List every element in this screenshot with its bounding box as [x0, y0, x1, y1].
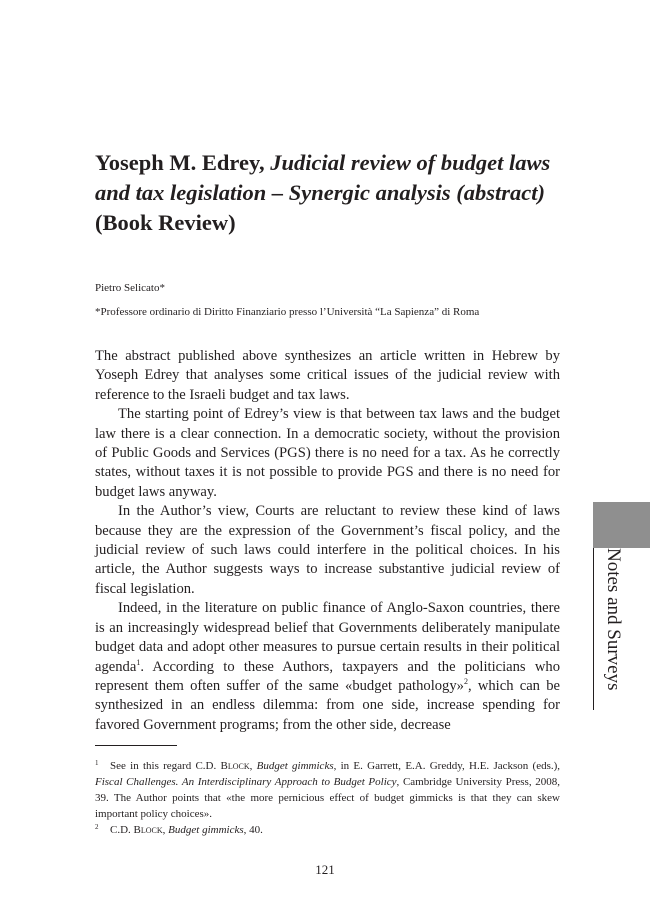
section-tab-marker — [593, 502, 650, 548]
paragraph-4 — [95, 599, 560, 735]
footnote-1-author: Block — [220, 760, 250, 772]
paragraph-2: The starting point of Edrey’s view is that between tax laws and the budget law there is a clear connection. In a democratic society, without the provision of Public Goods and Services (PGS) there is no need for a tax. As he correctly states, without taxes it is not possible to provide PGS and there is no need for budget laws anyway. — [95, 406, 560, 500]
footnote-1-number: 1 — [95, 759, 99, 767]
paragraph-1: The abstract published above synthesizes an article written in Hebrew by Yoseph Edrey that analyses some critical issues of the judicial review with reference to the Israeli budget and tax laws. — [95, 348, 560, 403]
footnote-1-text-b: , — [249, 760, 257, 772]
footnote-divider — [95, 745, 177, 746]
article-body — [95, 347, 560, 735]
paragraph-4-text-b: . According to these Authors, taxpayers and the politicians who represent them often suffer of the same «budget pathology» — [95, 658, 560, 694]
paragraph-4-text-a: Indeed, in the literature on public finance of Anglo-Saxon countries, there is an increasingly widespread belief that Governments deliberately manipulate budget data and adopt other measures to pursue certain results in their political agenda — [95, 600, 560, 675]
author-name: Pietro Selicato* — [95, 282, 165, 294]
footnote-2-text-a: C.D. — [110, 824, 134, 836]
footnote-1-work-title: Budget gimmicks — [256, 760, 334, 772]
footnote-ref-1: 1 — [136, 657, 141, 667]
footnote-1-book-title: Fiscal Challenges. An Interdisciplinary Approach to Budget Policy — [95, 776, 397, 788]
paragraph-4-text-c: , which can be synthesized in an endless dilemma: from one side, increase spending for favored Government programs; from the other side, decrease — [95, 677, 560, 733]
author-affiliation: *Professore ordinario di Diritto Finanziario presso l’Università “La Sapienza” di Roma — [95, 306, 480, 318]
footnote-2-text-b: , — [162, 824, 169, 836]
footnote-2-author: Block — [133, 824, 163, 836]
footnote-2-text-c: , 40. — [243, 824, 263, 836]
footnote-ref-2: 2 — [463, 677, 468, 687]
article-title — [95, 148, 565, 238]
footnote-2-number: 2 — [95, 823, 99, 831]
footnote-1-text-c: , in E. Garrett, E.A. Greddy, H.E. Jackson (eds.), — [333, 760, 561, 772]
section-tab-label: Notes and Surveys — [603, 548, 624, 691]
footnote-1 — [95, 758, 560, 822]
section-tab-rule — [593, 548, 594, 710]
page-number: 121 — [315, 862, 335, 877]
title-italic: Judicial review of budget laws and tax legislation – Synergic analysis (abstract) — [95, 150, 551, 205]
footnote-2 — [95, 822, 560, 838]
footnotes — [95, 758, 560, 838]
footnote-1-text-a: See in this regard C.D. — [110, 760, 221, 772]
title-part1: Yoseph M. Edrey, — [95, 150, 271, 175]
footnote-2-work-title: Budget gimmicks — [168, 824, 244, 836]
footnote-1-text-d: , Cambridge University Press, 2008, 39. The Author points that «the more pernicious effect of budget gimmicks is that they can skew important policy choices». — [95, 776, 561, 820]
paragraph-3: In the Author’s view, Courts are reluctant to review these kind of laws because they are the expression of the Government’s fiscal policy, and the judicial review of such laws could interfere in the political choices. In his article, the Author suggests ways to increase substantive judicial review of fiscal legislation. — [95, 503, 560, 597]
title-part2: (Book Review) — [95, 210, 236, 235]
